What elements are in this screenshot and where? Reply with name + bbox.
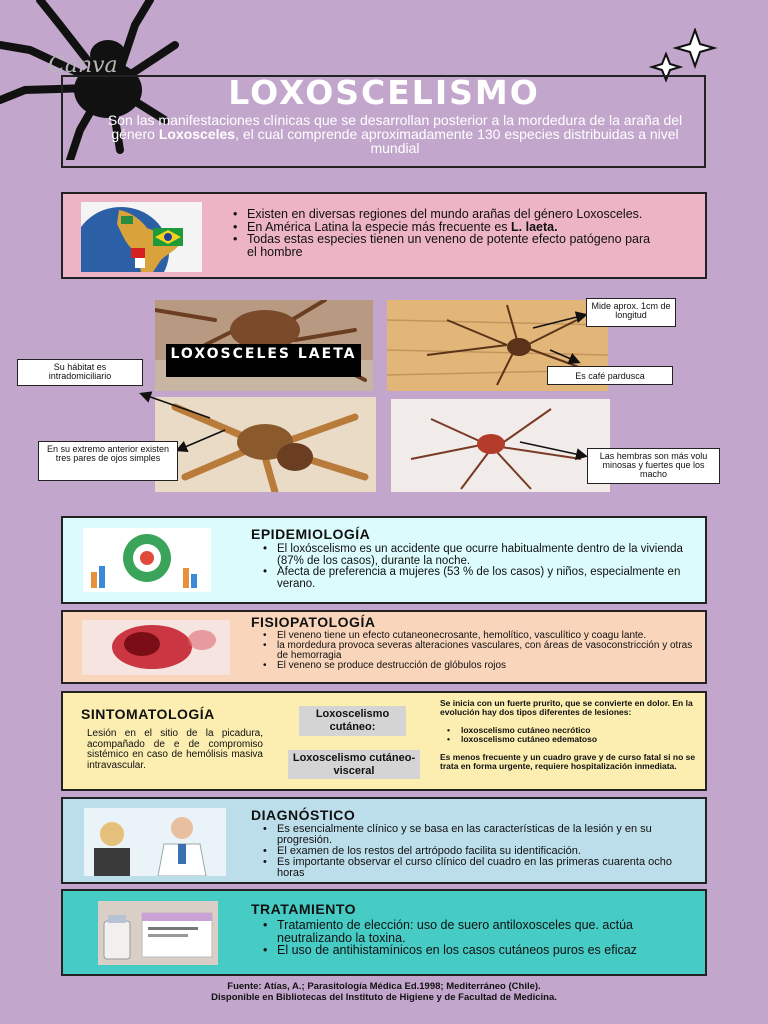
list-item: • Todas estas especies tienen un veneno de potente efecto patógeno para el hombre bbox=[233, 233, 663, 258]
species-label: LOXOSCELES LAETA bbox=[166, 344, 361, 377]
diagnostico-list bbox=[263, 824, 693, 879]
blood-cells-icon bbox=[82, 620, 230, 675]
section-title: DIAGNÓSTICO bbox=[251, 807, 356, 823]
callout-females: Las hembras son más volu minosas y fuertes que los macho bbox=[587, 448, 720, 484]
footer-line-1: Fuente: Atías, A.; Parasitología Médica Ed.1998; Mediterráneo (Chile). bbox=[227, 981, 541, 992]
list-item: • El loxóscelismo es un accidente que ocurre habitualmente dentro de la vivienda (87% de los casos), durante la noche. bbox=[263, 544, 693, 567]
cutaneo-description: Se inicia con un fuerte prurito, que se convierte en dolor. En la evolución hay dos tipos diferentes de lesiones: bbox=[440, 698, 693, 717]
callout-eyes: En su extremo anterior existen tres pares de ojos simples bbox=[38, 441, 178, 481]
intro-section bbox=[61, 192, 707, 279]
callout-color: Es café pardusca bbox=[547, 366, 673, 385]
list-item: • El veneno se produce destrucción de glóbulos rojos bbox=[263, 661, 703, 671]
antivenom-medicine-icon bbox=[98, 901, 218, 965]
section-title: TRATAMIENTO bbox=[251, 901, 357, 917]
list-item: • El uso de antihistamínicos en los casos cutáneos puros es eficaz bbox=[263, 944, 663, 957]
callout-size: Mide aprox. 1cm de longitud bbox=[586, 298, 676, 327]
section-title: SINTOMATOLOGÍA bbox=[81, 706, 215, 722]
section-title: EPIDEMIOLOGÍA bbox=[251, 526, 371, 542]
list-item: • Tratamiento de elección: uso de suero antiloxosceles que. actúa neutralizando la toxina. bbox=[263, 919, 663, 944]
page-title: LOXOSCELISMO bbox=[228, 73, 540, 112]
footer-line-2: Disponible en Bibliotecas del Instituto de Higiene y de Facultad de Medicina. bbox=[211, 992, 557, 1003]
list-item: • loxoscelismo cutáneo edematoso bbox=[447, 735, 697, 744]
list-item: • Es esencialmente clínico y se basa en las características de la lesión y en su progresión. bbox=[263, 824, 693, 846]
list-item: • En América Latina la especie más frecuente es L. laeta. bbox=[233, 221, 663, 234]
callout-habitat: Su hábitat es intradomiciliario bbox=[17, 359, 143, 386]
epidemiologia-section bbox=[61, 516, 707, 604]
footer-source bbox=[0, 981, 768, 1003]
doctor-patient-icon bbox=[84, 808, 226, 876]
list-item: • Existen en diversas regiones del mundo arañas del género Loxosceles. bbox=[233, 208, 663, 221]
tratamiento-list bbox=[263, 919, 663, 957]
list-item: • la mordedura provoca severas alteraciones vasculares, con áreas de vasoconstricción y otras de hemorragia bbox=[263, 641, 703, 661]
sintomatologia-description: Lesión en el sitio de la picadura, acompañado de e de compromiso sistémico en caso de hemólisis masiva intravascular. bbox=[87, 728, 263, 771]
list-item: • loxoscelismo cutáneo necrótico bbox=[447, 726, 697, 735]
logo-text: Canva bbox=[48, 53, 118, 78]
label-cutaneo: Loxoscelismo cutáneo: bbox=[299, 706, 406, 736]
fisiopatologia-section bbox=[61, 610, 707, 684]
section-title: FISIOPATOLOGÍA bbox=[251, 614, 376, 630]
list-item: • El veneno tiene un efecto cutaneonecrosante, hemolítico, vasculítico y coagu lante. bbox=[263, 631, 703, 641]
list-item: • Es importante observar el curso clínico del cuadro en las primeras cuarenta ocho horas bbox=[263, 857, 693, 879]
cutaneo-lesion-list bbox=[447, 726, 697, 744]
epidemiologia-list bbox=[263, 544, 693, 590]
epidemiology-graphic-icon bbox=[83, 528, 211, 592]
page-subtitle: Son las manifestaciones clínicas que se desarrollan posterior a la mordedura de la araña del género Loxosceles, el cual comprende aproximadamente 130 especies distribuidas a nivel mundial bbox=[107, 112, 683, 156]
list-item: • Afecta de preferencia a mujeres (53 % de los casos) y niños, especialmente en verano. bbox=[263, 567, 693, 590]
sintomatologia-section bbox=[61, 691, 707, 791]
visceral-description: Es menos frecuente y un cuadro grave y de curso fatal si no se trata en forma urgente, requiere hospitalización inmediata. bbox=[440, 752, 696, 771]
intro-list bbox=[233, 208, 663, 258]
fisiopatologia-list bbox=[263, 631, 703, 671]
tratamiento-section bbox=[61, 889, 707, 976]
map-latin-america-icon bbox=[81, 202, 202, 272]
label-cutaneo-visceral: Loxoscelismo cutáneo-visceral bbox=[288, 750, 420, 779]
list-item: • El examen de los restos del artrópodo facilita su identificación. bbox=[263, 846, 693, 857]
diagnostico-section bbox=[61, 797, 707, 884]
